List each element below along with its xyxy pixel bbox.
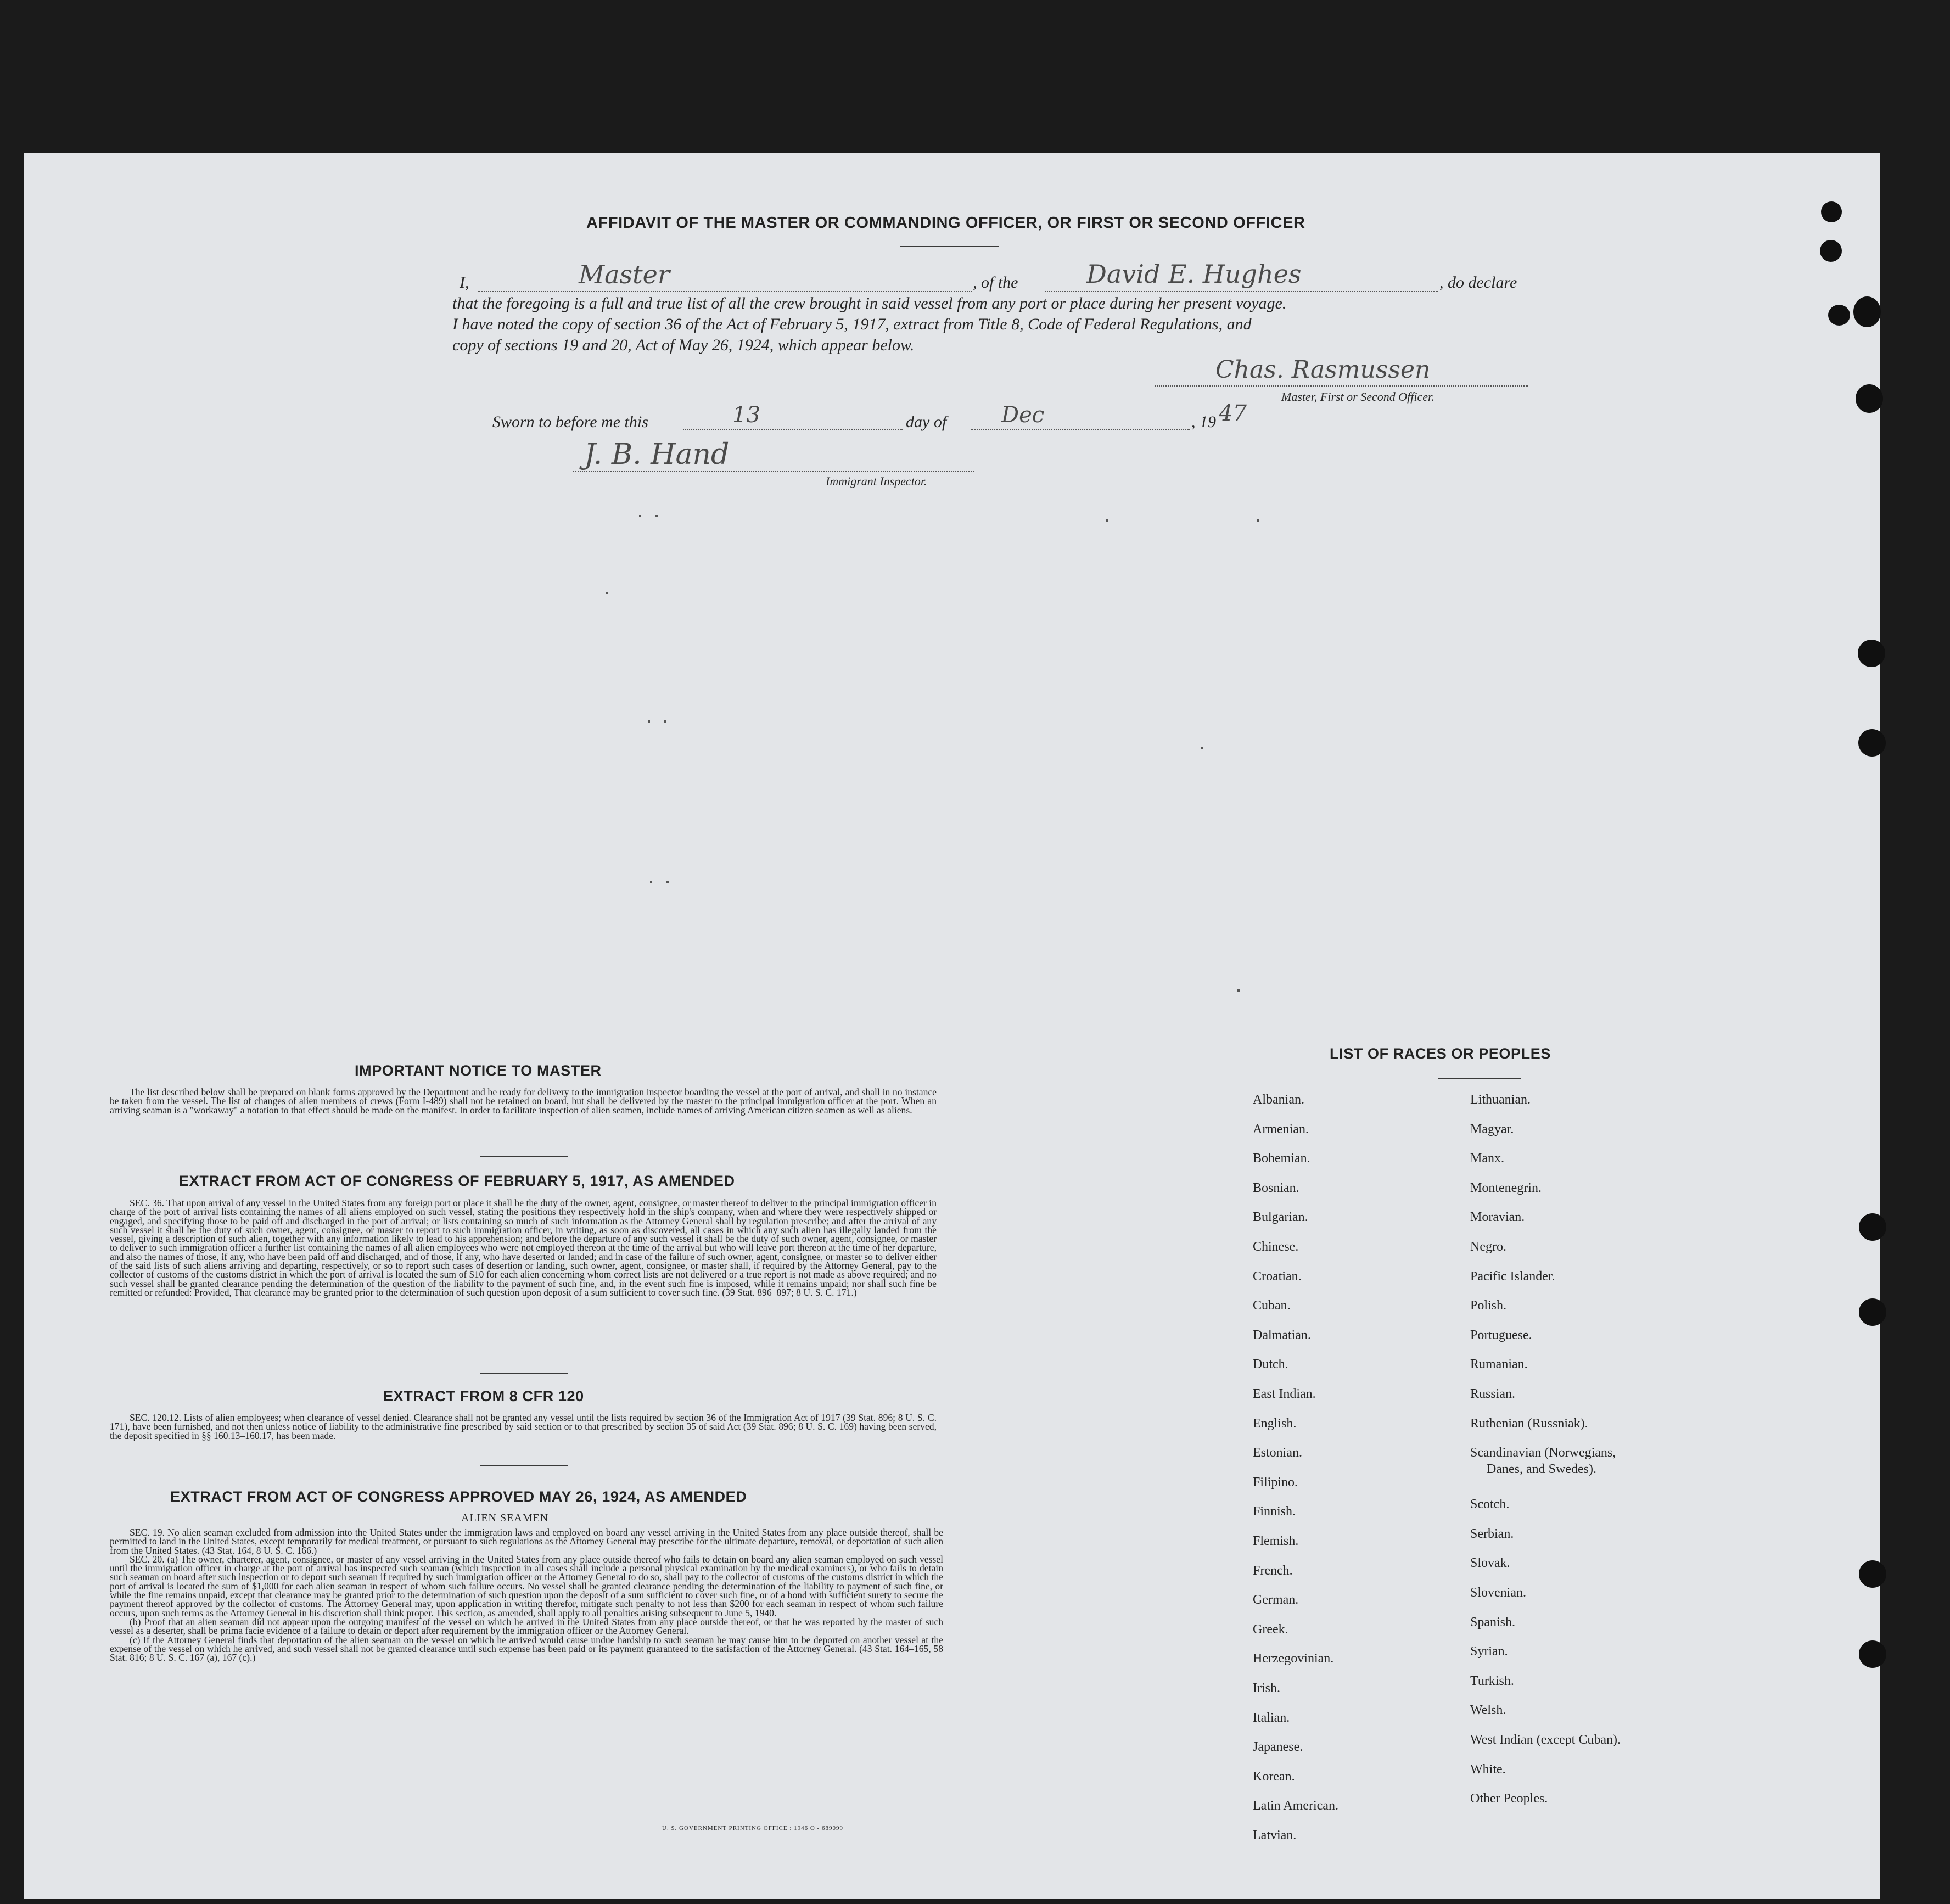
race-item: Russian.	[1470, 1387, 1516, 1401]
declaration-line-3: I have noted the copy of section 36 of the Act of February 5, 1917, extract from Title 8, Code of Federal Regulations, and	[452, 315, 1252, 333]
race-item: Pacific Islander.	[1470, 1269, 1555, 1284]
race-item: Cuban.	[1253, 1298, 1291, 1313]
handwritten-year: 47	[1219, 401, 1247, 426]
race-item: Lithuanian.	[1470, 1093, 1531, 1107]
sworn-month-line	[971, 429, 1190, 430]
race-item: West Indian (except Cuban).	[1470, 1733, 1621, 1747]
race-item: Greek.	[1253, 1622, 1288, 1637]
binder-hole	[1820, 240, 1842, 262]
race-item: Korean.	[1253, 1769, 1295, 1784]
race-item: German.	[1253, 1593, 1299, 1608]
race-item: Chinese.	[1253, 1240, 1299, 1254]
sworn-prefix: Sworn to before me this	[492, 413, 648, 431]
section-19-paragraph: SEC. 19. No alien seaman excluded from admission into the United States under the immigration laws and employed on board any vessel arriving in the United States from any place outside thereof, shall be permitted to land in the United States, except temporarily for medical treatment, or pursuant to such regulations as the Attorney General may prescribe for the ultimate departure, removal, or deportation of such alien from the United States. (43 Stat. 164, 8 U. S. C. 166.)	[110, 1527, 943, 1556]
race-item: Armenian.	[1253, 1122, 1309, 1136]
race-item: Latvian.	[1253, 1828, 1297, 1843]
race-item: Dalmatian.	[1253, 1328, 1311, 1342]
binder-hole	[1856, 384, 1883, 413]
binder-hole	[1821, 201, 1842, 222]
master-signature: Chas. Rasmussen	[1215, 356, 1431, 384]
race-item: English.	[1253, 1416, 1297, 1431]
notice-text	[110, 1088, 937, 1115]
race-item: Albanian.	[1253, 1093, 1304, 1107]
race-item: Moravian.	[1470, 1210, 1525, 1225]
section-20c-paragraph: (c) If the Attorney General finds that deportation of the alien seaman on the vessel on which he arrived would cause undue hardship to such seaman he may cause him to be deported on another vessel at the expense of the vessel on which he arrived, and such vessel shall not be granted clearance until such expense has been paid or its payment guaranteed to the satisfaction of the Attorney General. (43 Stat. 164–165, 58 Stat. 816; 8 U. S. C. 167 (a), 167 (c).)	[110, 1634, 943, 1664]
race-item: Irish.	[1253, 1681, 1280, 1695]
race-item: Bosnian.	[1253, 1180, 1299, 1195]
race-item: Flemish.	[1253, 1534, 1299, 1548]
sworn-year-prefix: , 19	[1191, 413, 1216, 431]
race-item: Turkish.	[1470, 1673, 1514, 1688]
extract-cfr-text	[110, 1413, 937, 1440]
race-item: Slovenian.	[1470, 1586, 1526, 1600]
race-item: Scotch.	[1470, 1497, 1510, 1512]
binder-hole	[1858, 729, 1886, 757]
race-item: Italian.	[1253, 1710, 1290, 1725]
handwritten-month: Dec	[1001, 402, 1045, 428]
sworn-day-of: day of	[906, 413, 947, 431]
race-item: Croatian.	[1253, 1269, 1302, 1284]
sworn-day-line	[683, 429, 903, 430]
race-item: Montenegrin.	[1470, 1180, 1542, 1195]
affidavit-title-rule	[900, 246, 999, 247]
race-item: Latin American.	[1253, 1799, 1338, 1813]
races-title-rule	[1438, 1078, 1521, 1079]
printing-office-footer: U. S. GOVERNMENT PRINTING OFFICE : 1946 O - 689099	[662, 1825, 844, 1832]
race-item: Estonian.	[1253, 1446, 1302, 1460]
race-item: Filipino.	[1253, 1475, 1298, 1489]
extract-1924-title: EXTRACT FROM ACT OF CONGRESS APPROVED MAY 26, 1924, AS AMENDED	[170, 1488, 747, 1505]
section-120-12-paragraph: SEC. 120.12. Lists of alien employees; when clearance of vessel denied. Clearance shall not be granted any vessel until the lists required by section 36 of the Immigration Act of 1917 (39 Stat. 896; 8 U. S. C. 171), have been furnished, and not then unless notice of liability to the administrative fine prescribed by said section or to that prescribed by section 35 of said Act (39 Stat. 896; 8 U. S. C. 169) having been served, the deposit specified in §§ 160.13–160.17, has been made.	[110, 1412, 937, 1441]
binder-hole	[1828, 305, 1850, 326]
inspector-signature-line	[573, 471, 974, 472]
handwritten-day: 13	[732, 402, 760, 428]
section-20b-paragraph: (b) Proof that an alien seaman did not appear upon the outgoing manifest of the vessel on which he arrived in the United States from any place outside thereof, or that he was reported by the master of such vessel as a deserter, shall be prima facie evidence of a failure to detain or deport after requirement by the immigration officer or the Attorney General.	[110, 1616, 943, 1637]
binder-hole	[1858, 640, 1885, 667]
race-item: Manx.	[1470, 1151, 1504, 1166]
race-item: Magyar.	[1470, 1122, 1514, 1136]
declaration-line-4: copy of sections 19 and 20, Act of May 26, 1924, which appear below.	[452, 336, 915, 354]
master-caption: Master, First or Second Officer.	[1281, 390, 1435, 404]
binder-hole	[1859, 1298, 1886, 1326]
race-item: Scandinavian (Norwegians,	[1470, 1446, 1616, 1460]
form-page	[24, 153, 1880, 1899]
extract-1924-text	[110, 1528, 943, 1662]
notice-rule	[480, 1156, 568, 1157]
race-item: Other Peoples.	[1470, 1791, 1548, 1806]
race-item: Serbian.	[1470, 1526, 1514, 1541]
vessel-blank-line	[1045, 291, 1438, 292]
alien-seamen-subtitle: ALIEN SEAMEN	[461, 1512, 549, 1524]
race-item: Japanese.	[1253, 1740, 1303, 1755]
notice-title: IMPORTANT NOTICE TO MASTER	[355, 1062, 602, 1079]
section-20a-paragraph: SEC. 20. (a) The owner, charterer, agent, consignee, or master of any vessel arriving in the United States from any place outside thereof who fails to detain on board any alien seaman employed on such vessel until the immigration officer in charge at the port of arrival has inspected such seaman (which inspection in all cases shall include a personal physical examination by the medical examiners), or who fails to detain such seaman on board after such inspection or to deport such seaman if required by such immigration officer or the Attorney General to do so, shall pay to the collector of customs of the customs district in which the port of arrival is located the sum of $1,000 for each alien seaman in respect of whom such failure occurs. No vessel shall be granted clearance pending the determination of the liability to payment of such fine, or while the fine remains unpaid, except that clearance may be granted prior to the determination of such question upon the deposit of a sum sufficient to cover such fine, or of a bond with sufficient surety to secure the payment thereof approved by the collector of customs. The Attorney General may, upon application in writing therefor, mitigate such penalty to not less than $200 for each seaman in respect of whom such failure occurs, upon such terms as the Attorney General in his discretion shall think proper. This section, as amended, shall apply to all penalties arising subsequent to June 5, 1940.	[110, 1553, 943, 1619]
race-item: Syrian.	[1470, 1644, 1508, 1659]
master-signature-line	[1155, 385, 1528, 387]
declaration-of-the: , of the	[973, 273, 1018, 292]
affidavit-title: AFFIDAVIT OF THE MASTER OR COMMANDING OFFICER, OR FIRST OR SECOND OFFICER	[586, 214, 1305, 232]
race-item: Rumanian.	[1470, 1357, 1528, 1372]
title-blank-line	[478, 291, 972, 292]
race-item: Dutch.	[1253, 1357, 1288, 1372]
declaration-do-declare: , do declare	[1439, 273, 1517, 292]
race-item: East Indian.	[1253, 1387, 1316, 1401]
race-item: Polish.	[1470, 1298, 1507, 1313]
race-item: Welsh.	[1470, 1703, 1506, 1718]
race-item: Portuguese.	[1470, 1328, 1532, 1342]
race-item: French.	[1253, 1563, 1293, 1578]
extract-cfr-title: EXTRACT FROM 8 CFR 120	[383, 1388, 584, 1404]
extract-1917-rule	[480, 1373, 568, 1374]
race-item: Danes, and Swedes).	[1487, 1462, 1596, 1477]
race-item: Bohemian.	[1253, 1151, 1310, 1166]
extract-cfr-rule	[480, 1465, 568, 1466]
section-36-paragraph: SEC. 36. That upon arrival of any vessel in the United States from any foreign port or place it shall be the duty of the owner, agent, consignee, or master thereof to deliver to the principal immigration officer in charge of the port of arrival lists containing the names of all aliens employed on such vessel, stating the positions they respectively hold in the ship's company, when and where they were respectively shipped or engaged, and specifying those to be paid off and discharged in the port of arrival; or lists containing so much of such information as the Attorney General shall by regulation prescribe; and after the arrival of any such vessel it shall be the duty of such owner, agent, consignee, or master to report to such immigration officer, in writing, as soon as discovered, all cases in which any such alien has illegally landed from the vessel, giving a description of such alien, together with any information likely to lead to his apprehension; and before the departure of any such vessel it shall be the duty of such owner, agent, consignee, or master to deliver to such immigration officer a further list containing the names of all alien employees who were not employed thereon at the time of the arrival but who will leave port thereon at the time of her departure, and also the names of those, if any, who have been paid off and discharged, and of those, if any, who have deserted or landed; and in case of the failure of such owner, agent, consignee, or master so to deliver either of the said lists of such aliens arriving and departing, respectively, or so to report such cases of desertion or landing, such owner, agent, consignee, or master shall, if required by the Attorney General, pay to the collector of customs of the customs district in which the port of arrival is located the sum of $10 for each alien concerning whom correct lists are not delivered or a true report is not made as above required; and no such vessel shall be granted clearance pending the determination of the question of the liability to the payment of such fine, and, in the event such fine is imposed, while it remains unpaid; nor shall such fine be remitted or refunded: Provided, That clearance may be granted prior to the determination of such question upon deposit of a sum sufficient to cover such fine. (39 Stat. 896–897; 8 U. S. C. 171.)	[110, 1197, 937, 1298]
binder-hole	[1859, 1640, 1886, 1668]
race-item: Herzegovinian.	[1253, 1651, 1334, 1666]
race-item: Spanish.	[1470, 1615, 1516, 1629]
race-item: Finnish.	[1253, 1504, 1296, 1519]
race-item: Ruthenian (Russniak).	[1470, 1416, 1588, 1431]
binder-hole	[1859, 1560, 1886, 1588]
handwritten-title: Master	[579, 260, 670, 289]
inspector-caption: Immigrant Inspector.	[826, 474, 927, 488]
extract-1917-text	[110, 1199, 937, 1297]
handwritten-vessel-name: David E. Hughes	[1086, 259, 1302, 289]
declaration-line-2: that the foregoing is a full and true list of all the crew brought in said vessel from any port or place during her present voyage.	[452, 294, 1287, 312]
race-item: White.	[1470, 1762, 1506, 1777]
race-item: Slovak.	[1470, 1556, 1510, 1571]
binder-hole	[1853, 296, 1881, 327]
race-item: Bulgarian.	[1253, 1210, 1308, 1225]
binder-hole	[1859, 1213, 1886, 1241]
race-item: Negro.	[1470, 1240, 1506, 1254]
extract-1917-title: EXTRACT FROM ACT OF CONGRESS OF FEBRUARY 5, 1917, AS AMENDED	[179, 1173, 735, 1189]
notice-paragraph: The list described below shall be prepared on blank forms approved by the Department and be ready for delivery to the immigration inspector boarding the vessel at the port of arrival, and shall in no instance be taken from the vessel. The list of changes of alien members of crews (Form I-489) shall not be retained on board, but shall be delivered by the master to the principal immigration officer at the port. When an arriving seaman is a "workaway" a notation to that effect should be made on the manifest. In order to facilitate inspection of alien seamen, include names of arriving American citizen seamen as well as aliens.	[110, 1087, 937, 1116]
declaration-prefix: I,	[460, 273, 469, 292]
races-title: LIST OF RACES OR PEOPLES	[1330, 1045, 1551, 1062]
inspector-signature: J. B. Hand	[584, 438, 730, 471]
